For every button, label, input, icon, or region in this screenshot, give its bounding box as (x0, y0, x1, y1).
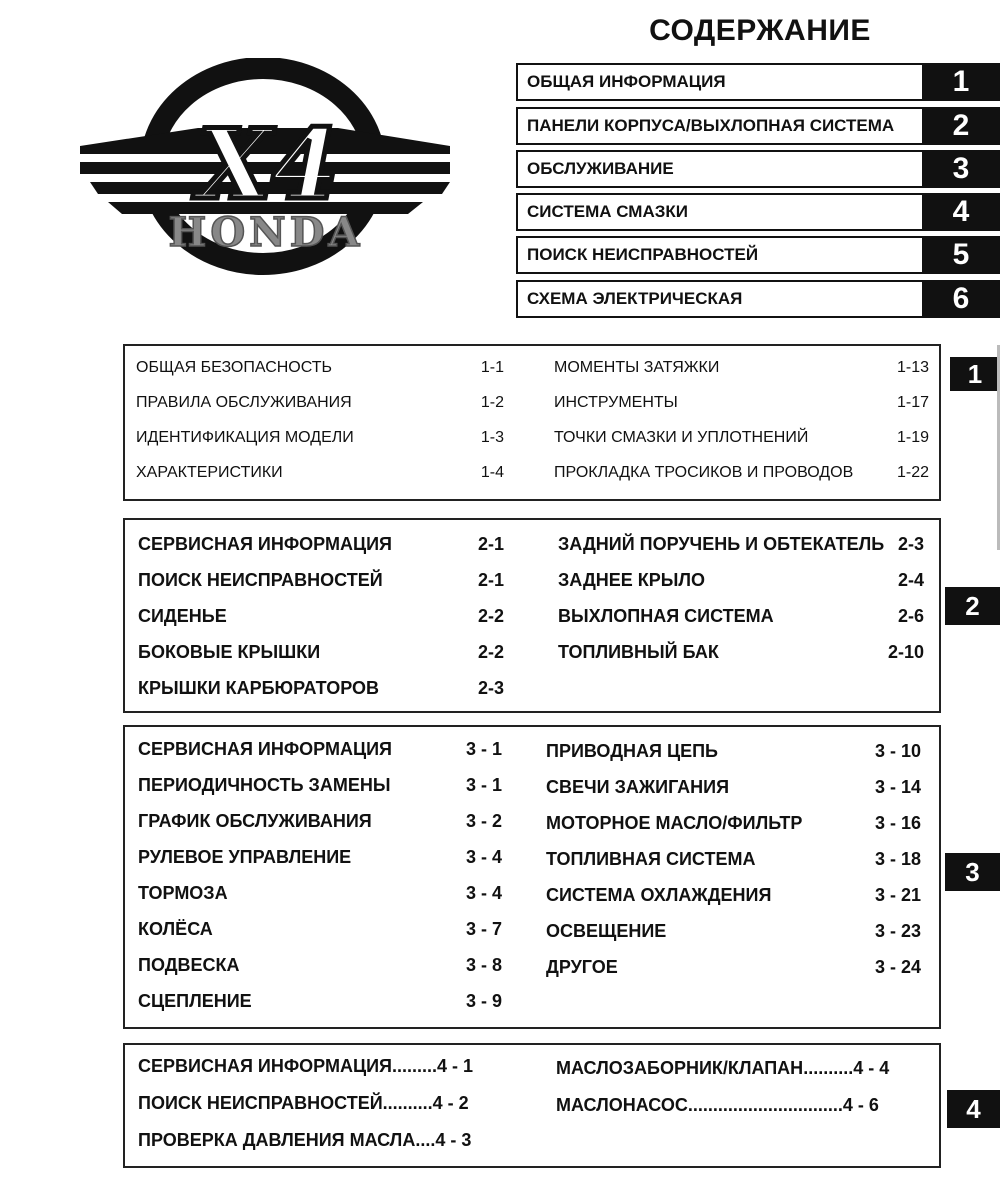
toc-entry[interactable] (546, 805, 921, 841)
toc-entry[interactable] (138, 526, 504, 562)
section-column-right (554, 350, 929, 490)
chapter-index-row[interactable] (516, 236, 1000, 274)
entry-page: 4 - 2 (432, 1093, 469, 1113)
toc-entry[interactable] (136, 350, 504, 385)
entry-page: 2-1 (477, 533, 504, 554)
section-tab: 4 (947, 1090, 1000, 1128)
chapter-title: ПАНЕЛИ КОРПУСА/ВЫХЛОПНАЯ СИСТЕМА (516, 107, 922, 145)
entry-page: 2-10 (887, 641, 924, 662)
entry-page: 3 - 21 (874, 884, 921, 905)
entry-page: 3 - 14 (874, 776, 921, 797)
chapter-index-row[interactable] (516, 63, 1000, 101)
entry-title: МОТОРНОЕ МАСЛО/ФИЛЬТР (546, 812, 803, 833)
toc-entry[interactable] (138, 1048, 504, 1085)
chapter-title: СИСТЕМА СМАЗКИ (516, 193, 922, 231)
chapter-number: 3 (922, 150, 1000, 188)
entry-title: ХАРАКТЕРИСТИКИ (136, 463, 283, 481)
section-column-right (546, 733, 921, 985)
toc-entry[interactable] (136, 420, 504, 455)
chapter-index-row[interactable] (516, 193, 1000, 231)
section-tab: 2 (945, 587, 1000, 625)
entry-page: 1-13 (896, 358, 929, 376)
toc-entry[interactable] (138, 670, 504, 706)
entry-title: ЗАДНИЙ ПОРУЧЕНЬ И ОБТЕКАТЕЛЬ (558, 533, 885, 554)
entry-page: 4 - 4 (853, 1058, 890, 1078)
toc-entry[interactable] (138, 1122, 504, 1159)
logo-model-text: X4 (197, 108, 339, 221)
section-tab: 3 (945, 853, 1000, 891)
section-column-left (138, 1048, 504, 1159)
toc-entry[interactable] (138, 598, 504, 634)
entry-page: 3 - 1 (465, 738, 502, 759)
entry-title: БОКОВЫЕ КРЫШКИ (138, 641, 321, 662)
section-tab: 1 (950, 357, 1000, 391)
toc-entry[interactable] (138, 875, 502, 911)
toc-entry[interactable] (546, 841, 921, 877)
chapter-index-row[interactable] (516, 280, 1000, 318)
chapter-title: ОБСЛУЖИВАНИЕ (516, 150, 922, 188)
toc-entry[interactable] (138, 803, 502, 839)
chapter-number: 2 (922, 107, 1000, 145)
entry-leader: ............................... (687, 1095, 843, 1115)
entry-page: 3 - 7 (465, 918, 502, 939)
entry-page: 2-3 (897, 533, 924, 554)
section-column-right (558, 526, 924, 670)
entry-title: ГРАФИК ОБСЛУЖИВАНИЯ (138, 810, 372, 831)
entry-title: ПОДВЕСКА (138, 954, 240, 975)
entry-page: 2-4 (897, 569, 924, 590)
section-column-left (138, 526, 504, 706)
entry-page: 1-3 (480, 428, 504, 446)
entry-page: 1-4 (480, 463, 504, 481)
entry-title: РУЛЕВОЕ УПРАВЛЕНИЕ (138, 846, 352, 867)
entry-page: 2-6 (897, 605, 924, 626)
entry-title: ПОИСК НЕИСПРАВНОСТЕЙ (138, 569, 383, 590)
entry-title: СИСТЕМА ОХЛАЖДЕНИЯ (546, 884, 772, 905)
toc-entry[interactable] (136, 455, 504, 490)
toc-entry[interactable] (136, 385, 504, 420)
entry-title: ПРИВОДНАЯ ЦЕПЬ (546, 740, 718, 761)
entry-page: 4 - 6 (842, 1095, 879, 1115)
toc-entry[interactable] (546, 913, 921, 949)
entry-page: 2-2 (477, 605, 504, 626)
entry-page: 3 - 4 (465, 846, 502, 867)
toc-entry[interactable] (138, 911, 502, 947)
entry-page: 1-19 (896, 428, 929, 446)
entry-title: КОЛЁСА (138, 918, 213, 939)
entry-title: ПРАВИЛА ОБСЛУЖИВАНИЯ (136, 393, 352, 411)
entry-page: 3 - 18 (874, 848, 921, 869)
entry-page: 3 - 9 (465, 990, 502, 1011)
entry-title: МАСЛОНАСОС (556, 1095, 688, 1115)
chapter-number: 1 (922, 63, 1000, 101)
entry-title: ВЫХЛОПНАЯ СИСТЕМА (558, 605, 774, 626)
chapter-title: ОБЩАЯ ИНФОРМАЦИЯ (516, 63, 922, 101)
entry-page: 2-1 (477, 569, 504, 590)
toc-entry[interactable] (554, 385, 929, 420)
entry-title: ТОРМОЗА (138, 882, 228, 903)
entry-title: ПОИСК НЕИСПРАВНОСТЕЙ (138, 1093, 383, 1113)
toc-entry[interactable] (554, 350, 929, 385)
section-column-left (138, 731, 502, 1019)
toc-entry[interactable] (546, 733, 921, 769)
entry-page: 3 - 23 (874, 920, 921, 941)
entry-page: 3 - 16 (874, 812, 921, 833)
toc-entry[interactable] (138, 634, 504, 670)
entry-page: 2-2 (477, 641, 504, 662)
toc-entry[interactable] (138, 731, 502, 767)
section-column-right (556, 1050, 922, 1124)
entry-leader: .... (415, 1130, 436, 1150)
toc-entry[interactable] (138, 767, 502, 803)
entry-title: СЕРВИСНАЯ ИНФОРМАЦИЯ (138, 533, 392, 554)
toc-entry[interactable] (554, 455, 929, 490)
toc-entry[interactable] (138, 1085, 504, 1122)
entry-title: СИДЕНЬЕ (138, 605, 227, 626)
entry-leader: .......... (382, 1093, 433, 1113)
entry-title: МАСЛОЗАБОРНИК/КЛАПАН (556, 1058, 804, 1078)
entry-page: 3 - 2 (465, 810, 502, 831)
entry-page: 3 - 24 (874, 956, 921, 977)
entry-page: 3 - 10 (874, 740, 921, 761)
entry-title: СЦЕПЛЕНИЕ (138, 990, 252, 1011)
toc-entry[interactable] (138, 947, 502, 983)
toc-entry[interactable] (556, 1050, 922, 1087)
toc-entry[interactable] (138, 562, 504, 598)
toc-entry[interactable] (546, 949, 921, 985)
entry-title: ПРОВЕРКА ДАВЛЕНИЯ МАСЛА (138, 1130, 416, 1150)
entry-page: 1-22 (896, 463, 929, 481)
toc-entry[interactable] (558, 562, 924, 598)
entry-title: ТОЧКИ СМАЗКИ И УПЛОТНЕНИЙ (554, 428, 809, 446)
entry-title: ИДЕНТИФИКАЦИЯ МОДЕЛИ (136, 428, 354, 446)
entry-title: КРЫШКИ КАРБЮРАТОРОВ (138, 677, 379, 698)
chapter-number: 4 (922, 193, 1000, 231)
entry-title: ПЕРИОДИЧНОСТЬ ЗАМЕНЫ (138, 774, 391, 795)
entry-title: ОБЩАЯ БЕЗОПАСНОСТЬ (136, 358, 333, 376)
entry-title: СЕРВИСНАЯ ИНФОРМАЦИЯ (138, 738, 392, 759)
logo-graphic (78, 58, 458, 278)
toc-entry[interactable] (558, 526, 924, 562)
entry-leader: .......... (803, 1058, 854, 1078)
entry-title: ОСВЕЩЕНИЕ (546, 920, 667, 941)
toc-entry[interactable] (546, 877, 921, 913)
chapter-number: 6 (922, 280, 1000, 318)
entry-page: 3 - 4 (465, 882, 502, 903)
toc-entry[interactable] (558, 598, 924, 634)
entry-page: 1-17 (896, 393, 929, 411)
entry-title: ДРУГОЕ (546, 956, 618, 977)
toc-entry[interactable] (138, 839, 502, 875)
entry-title: МОМЕНТЫ ЗАТЯЖКИ (554, 358, 720, 376)
entry-page: 3 - 8 (465, 954, 502, 975)
chapter-title: СХЕМА ЭЛЕКТРИЧЕСКАЯ (516, 280, 922, 318)
entry-title: ТОПЛИВНАЯ СИСТЕМА (546, 848, 756, 869)
entry-title: ИНСТРУМЕНТЫ (554, 393, 678, 411)
entry-title: ЗАДНЕЕ КРЫЛО (558, 569, 706, 590)
page-title: СОДЕРЖАНИЕ (649, 14, 871, 47)
chapter-number: 5 (922, 236, 1000, 274)
chapter-index-row[interactable] (516, 150, 1000, 188)
entry-title: ТОПЛИВНЫЙ БАК (558, 641, 719, 662)
entry-page: 4 - 3 (435, 1130, 472, 1150)
entry-leader: ......... (391, 1056, 437, 1076)
section-column-left (136, 350, 504, 490)
honda-x4-logo (78, 58, 458, 278)
entry-page: 3 - 1 (465, 774, 502, 795)
entry-page: 1-2 (480, 393, 504, 411)
chapter-title: ПОИСК НЕИСПРАВНОСТЕЙ (516, 236, 922, 274)
entry-page: 2-3 (477, 677, 504, 698)
toc-entry[interactable] (554, 420, 929, 455)
chapter-index-row[interactable] (516, 107, 1000, 145)
toc-entry[interactable] (138, 983, 502, 1019)
entry-page: 4 - 1 (436, 1056, 474, 1076)
entry-title: ПРОКЛАДКА ТРОСИКОВ И ПРОВОДОВ (554, 463, 854, 481)
entry-title: СВЕЧИ ЗАЖИГАНИЯ (546, 776, 730, 797)
logo-brand-text: HONDA (168, 209, 364, 256)
entry-title: СЕРВИСНАЯ ИНФОРМАЦИЯ (138, 1056, 392, 1076)
toc-entry[interactable] (556, 1087, 922, 1124)
toc-entry[interactable] (558, 634, 924, 670)
toc-entry[interactable] (546, 769, 921, 805)
entry-page: 1-1 (480, 358, 504, 376)
